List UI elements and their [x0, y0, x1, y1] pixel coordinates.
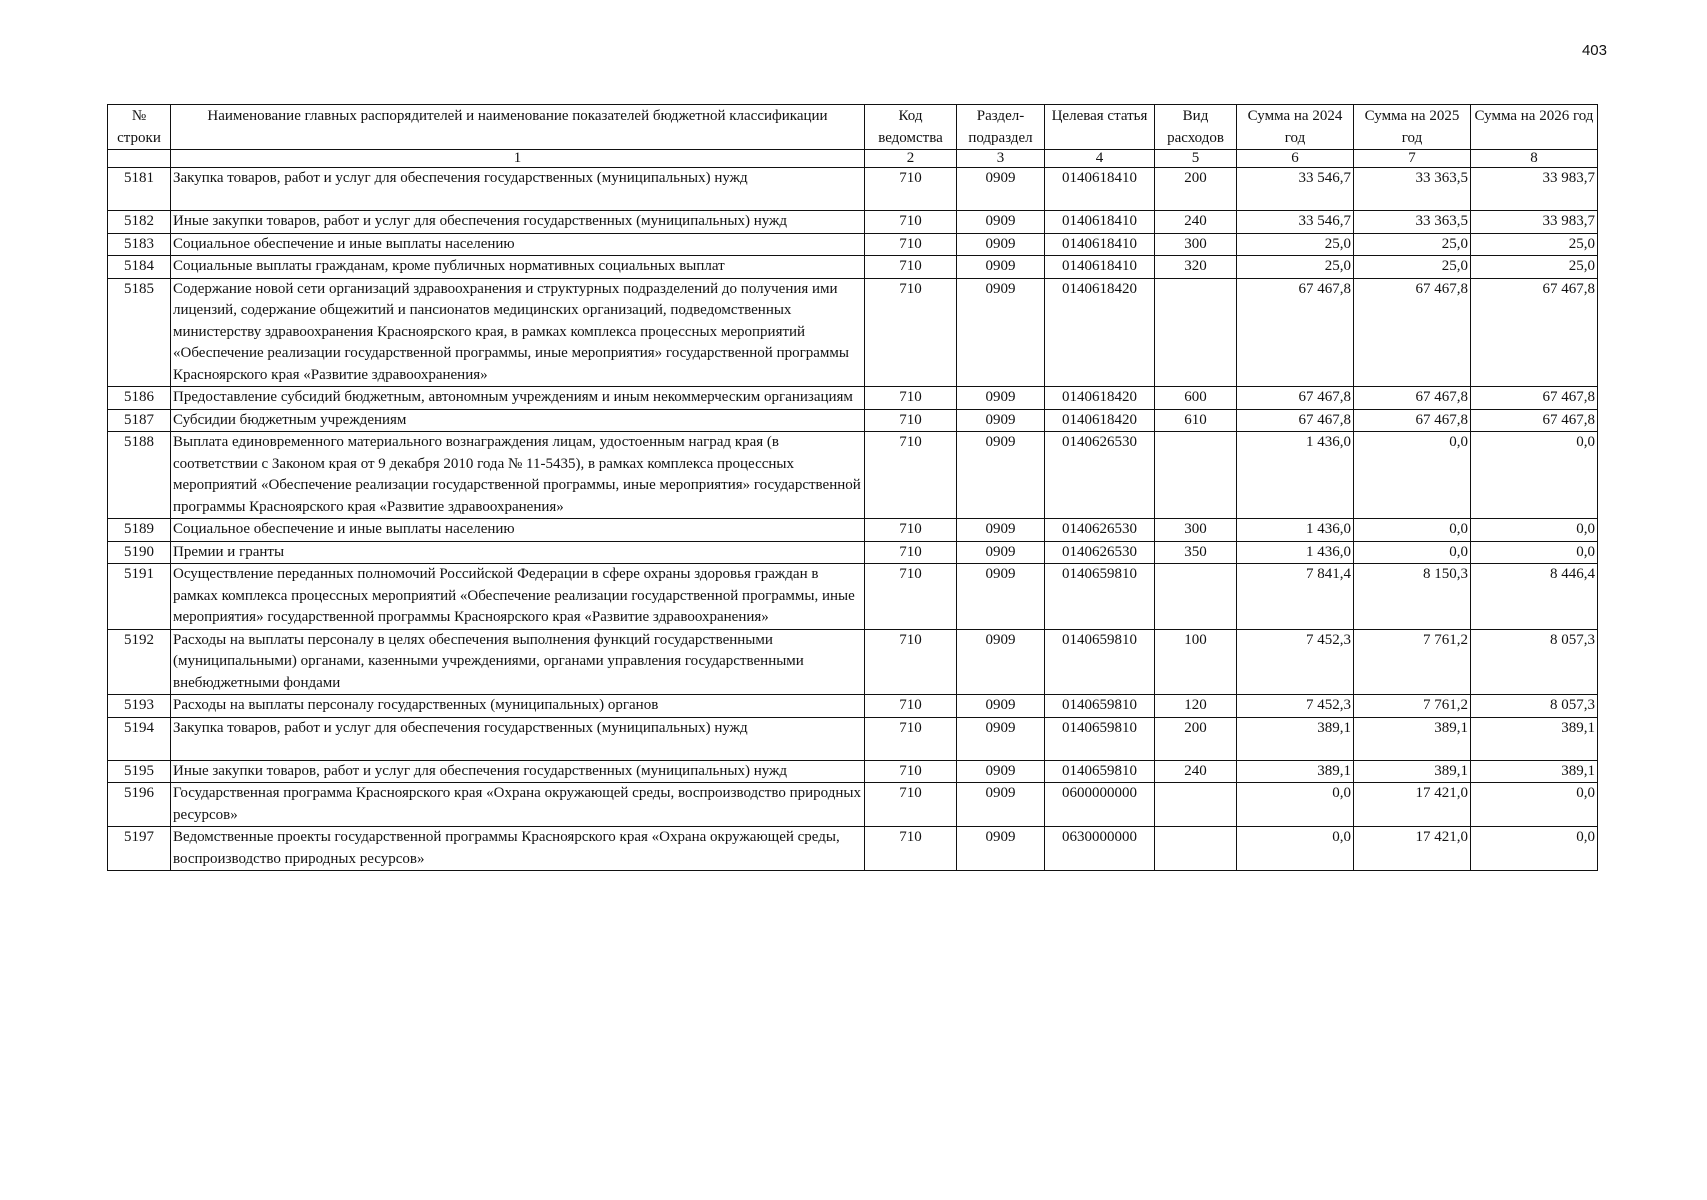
- cell-expense-type: 300: [1155, 233, 1237, 256]
- cell-expense-type: [1155, 783, 1237, 827]
- cell-sum-2025: 7 761,2: [1354, 629, 1471, 695]
- cell-sum-2026: 8 446,4: [1471, 564, 1598, 630]
- cell-razdel: 0909: [957, 387, 1045, 410]
- cell-sum-2024: 25,0: [1237, 256, 1354, 279]
- cell-ved-code: 710: [865, 783, 957, 827]
- cell-target-article: 0140659810: [1045, 564, 1155, 630]
- cell-sum-2025: 67 467,8: [1354, 409, 1471, 432]
- cell-sum-2024: 7 841,4: [1237, 564, 1354, 630]
- cell-sum-2025: 33 363,5: [1354, 168, 1471, 211]
- cell-razdel: 0909: [957, 695, 1045, 718]
- cell-name: Содержание новой сети организаций здравоохранения и структурных подразделений до получения ими лицензий, содержание общежитий и пансионатов медицинских организаций, подведомственных министерству здравоохранения Красноярского края, в рамках комплекса процессных мероприятий «Обеспечение реализации государственной программы, иные мероприятия» государственной программы Красноярского края «Развитие здравоохранения»: [171, 278, 865, 387]
- cell-ved-code: 710: [865, 519, 957, 542]
- cell-row-number: 5184: [108, 256, 171, 279]
- cell-sum-2025: 33 363,5: [1354, 211, 1471, 234]
- cell-name: Государственная программа Красноярского края «Охрана окружающей среды, воспроизводство природных ресурсов»: [171, 783, 865, 827]
- col-header-ved: Код ведомства: [865, 105, 957, 150]
- cell-razdel: 0909: [957, 409, 1045, 432]
- cell-name: Премии и гранты: [171, 541, 865, 564]
- cell-target-article: 0140659810: [1045, 717, 1155, 760]
- cell-sum-2026: 8 057,3: [1471, 695, 1598, 718]
- cell-razdel: 0909: [957, 827, 1045, 871]
- cell-sum-2026: 67 467,8: [1471, 387, 1598, 410]
- cell-target-article: 0140659810: [1045, 760, 1155, 783]
- column-index: 5: [1155, 150, 1237, 168]
- cell-name: Закупка товаров, работ и услуг для обеспечения государственных (муниципальных) нужд: [171, 168, 865, 211]
- col-header-vr: Вид расходов: [1155, 105, 1237, 150]
- cell-sum-2024: 25,0: [1237, 233, 1354, 256]
- cell-razdel: 0909: [957, 783, 1045, 827]
- table-row: [108, 717, 1598, 760]
- cell-ved-code: 710: [865, 409, 957, 432]
- cell-sum-2025: 0,0: [1354, 541, 1471, 564]
- cell-row-number: 5182: [108, 211, 171, 234]
- col-header-num: № строки: [108, 105, 171, 150]
- cell-sum-2026: 0,0: [1471, 432, 1598, 519]
- cell-sum-2024: 67 467,8: [1237, 387, 1354, 410]
- table-row: [108, 211, 1598, 234]
- column-index: 7: [1354, 150, 1471, 168]
- cell-sum-2025: 67 467,8: [1354, 278, 1471, 387]
- cell-row-number: 5195: [108, 760, 171, 783]
- cell-sum-2024: 1 436,0: [1237, 541, 1354, 564]
- table-row: [108, 233, 1598, 256]
- cell-sum-2024: 7 452,3: [1237, 695, 1354, 718]
- cell-ved-code: 710: [865, 432, 957, 519]
- cell-sum-2026: 25,0: [1471, 233, 1598, 256]
- cell-razdel: 0909: [957, 717, 1045, 760]
- table-row: [108, 409, 1598, 432]
- cell-ved-code: 710: [865, 760, 957, 783]
- cell-row-number: 5186: [108, 387, 171, 410]
- cell-sum-2026: 0,0: [1471, 541, 1598, 564]
- col-header-csr: Целевая статья: [1045, 105, 1155, 150]
- cell-name: Иные закупки товаров, работ и услуг для обеспечения государственных (муниципальных) нужд: [171, 211, 865, 234]
- page-number: 403: [1581, 42, 1607, 59]
- cell-row-number: 5189: [108, 519, 171, 542]
- cell-name: Субсидии бюджетным учреждениям: [171, 409, 865, 432]
- cell-row-number: 5192: [108, 629, 171, 695]
- cell-ved-code: 710: [865, 564, 957, 630]
- cell-target-article: 0140626530: [1045, 432, 1155, 519]
- cell-ved-code: 710: [865, 717, 957, 760]
- cell-name: Расходы на выплаты персоналу в целях обеспечения выполнения функций государственными (муниципальными) органами, казенными учреждениями, органами управления государственными внебюджетными фондами: [171, 629, 865, 695]
- cell-sum-2025: 25,0: [1354, 256, 1471, 279]
- cell-sum-2024: 33 546,7: [1237, 211, 1354, 234]
- cell-razdel: 0909: [957, 541, 1045, 564]
- cell-expense-type: 350: [1155, 541, 1237, 564]
- table-row: [108, 629, 1598, 695]
- cell-target-article: 0140626530: [1045, 541, 1155, 564]
- column-index: 2: [865, 150, 957, 168]
- cell-sum-2024: 1 436,0: [1237, 519, 1354, 542]
- cell-row-number: 5194: [108, 717, 171, 760]
- cell-name: Социальное обеспечение и иные выплаты населению: [171, 233, 865, 256]
- cell-ved-code: 710: [865, 629, 957, 695]
- cell-razdel: 0909: [957, 564, 1045, 630]
- cell-expense-type: 600: [1155, 387, 1237, 410]
- cell-sum-2026: 25,0: [1471, 256, 1598, 279]
- cell-expense-type: [1155, 827, 1237, 871]
- cell-target-article: 0140618410: [1045, 256, 1155, 279]
- cell-ved-code: 710: [865, 211, 957, 234]
- cell-name: Осуществление переданных полномочий Российской Федерации в сфере охраны здоровья граждан в рамках комплекса процессных мероприятий «Обеспечение реализации государственной программы, иные мероприятия» государственной программы Красноярского края «Развитие здравоохранения»: [171, 564, 865, 630]
- cell-row-number: 5181: [108, 168, 171, 211]
- table-row: [108, 827, 1598, 871]
- cell-sum-2026: 8 057,3: [1471, 629, 1598, 695]
- cell-sum-2025: 389,1: [1354, 717, 1471, 760]
- cell-name: Выплата единовременного материального вознаграждения лицам, удостоенным наград края (в соответствии с Законом края от 9 декабря 2010 года № 11-5435), в рамках комплекса процессных мероприятий «Обеспечение реализации государственной программы, иные мероприятия» государственной программы Красноярского края «Развитие здравоохранения»: [171, 432, 865, 519]
- header-row: [108, 105, 1598, 150]
- cell-razdel: 0909: [957, 629, 1045, 695]
- cell-sum-2024: 7 452,3: [1237, 629, 1354, 695]
- cell-expense-type: 200: [1155, 717, 1237, 760]
- cell-target-article: 0600000000: [1045, 783, 1155, 827]
- cell-expense-type: 610: [1155, 409, 1237, 432]
- cell-razdel: 0909: [957, 432, 1045, 519]
- cell-name: Социальное обеспечение и иные выплаты населению: [171, 519, 865, 542]
- table-row: [108, 387, 1598, 410]
- cell-row-number: 5191: [108, 564, 171, 630]
- column-index: 8: [1471, 150, 1598, 168]
- cell-target-article: 0140626530: [1045, 519, 1155, 542]
- cell-sum-2024: 67 467,8: [1237, 409, 1354, 432]
- cell-target-article: 0140618420: [1045, 387, 1155, 410]
- cell-razdel: 0909: [957, 519, 1045, 542]
- cell-row-number: 5188: [108, 432, 171, 519]
- cell-sum-2025: 8 150,3: [1354, 564, 1471, 630]
- cell-expense-type: 100: [1155, 629, 1237, 695]
- cell-sum-2026: 389,1: [1471, 760, 1598, 783]
- cell-name: Расходы на выплаты персоналу государственных (муниципальных) органов: [171, 695, 865, 718]
- cell-expense-type: 300: [1155, 519, 1237, 542]
- cell-sum-2025: 67 467,8: [1354, 387, 1471, 410]
- cell-sum-2026: 0,0: [1471, 519, 1598, 542]
- cell-ved-code: 710: [865, 541, 957, 564]
- col-header-2024: Сумма на 2024 год: [1237, 105, 1354, 150]
- table-row: [108, 760, 1598, 783]
- cell-row-number: 5193: [108, 695, 171, 718]
- cell-target-article: 0630000000: [1045, 827, 1155, 871]
- col-header-2025: Сумма на 2025 год: [1354, 105, 1471, 150]
- budget-table: [107, 104, 1598, 871]
- cell-sum-2024: 33 546,7: [1237, 168, 1354, 211]
- cell-target-article: 0140618410: [1045, 233, 1155, 256]
- cell-sum-2025: 0,0: [1354, 432, 1471, 519]
- col-header-name: Наименование главных распорядителей и наименование показателей бюджетной классификации: [171, 105, 865, 150]
- cell-ved-code: 710: [865, 827, 957, 871]
- table-row: [108, 695, 1598, 718]
- cell-sum-2026: 0,0: [1471, 783, 1598, 827]
- cell-sum-2026: 0,0: [1471, 827, 1598, 871]
- column-index: 3: [957, 150, 1045, 168]
- cell-ved-code: 710: [865, 695, 957, 718]
- cell-razdel: 0909: [957, 760, 1045, 783]
- cell-row-number: 5185: [108, 278, 171, 387]
- cell-target-article: 0140618420: [1045, 409, 1155, 432]
- table-row: [108, 256, 1598, 279]
- cell-sum-2024: 0,0: [1237, 783, 1354, 827]
- cell-ved-code: 710: [865, 256, 957, 279]
- cell-target-article: 0140659810: [1045, 695, 1155, 718]
- cell-target-article: 0140659810: [1045, 629, 1155, 695]
- cell-sum-2026: 389,1: [1471, 717, 1598, 760]
- cell-ved-code: 710: [865, 387, 957, 410]
- cell-expense-type: [1155, 564, 1237, 630]
- cell-target-article: 0140618410: [1045, 211, 1155, 234]
- cell-row-number: 5197: [108, 827, 171, 871]
- cell-expense-type: 320: [1155, 256, 1237, 279]
- cell-name: Ведомственные проекты государственной программы Красноярского края «Охрана окружающей среды, воспроизводство природных ресурсов»: [171, 827, 865, 871]
- cell-sum-2026: 33 983,7: [1471, 168, 1598, 211]
- cell-sum-2024: 389,1: [1237, 717, 1354, 760]
- cell-razdel: 0909: [957, 233, 1045, 256]
- col-header-razdel: Раздел- подраздел: [957, 105, 1045, 150]
- cell-row-number: 5183: [108, 233, 171, 256]
- column-index-row: [108, 150, 1598, 168]
- cell-ved-code: 710: [865, 278, 957, 387]
- table-row: [108, 278, 1598, 387]
- column-index: 1: [171, 150, 865, 168]
- table-row: [108, 783, 1598, 827]
- cell-expense-type: [1155, 278, 1237, 387]
- cell-sum-2024: 67 467,8: [1237, 278, 1354, 387]
- cell-row-number: 5187: [108, 409, 171, 432]
- column-index: 4: [1045, 150, 1155, 168]
- cell-name: Социальные выплаты гражданам, кроме публичных нормативных социальных выплат: [171, 256, 865, 279]
- table-row: [108, 564, 1598, 630]
- column-index: [108, 150, 171, 168]
- cell-sum-2025: 17 421,0: [1354, 783, 1471, 827]
- cell-expense-type: 240: [1155, 760, 1237, 783]
- cell-name: Закупка товаров, работ и услуг для обеспечения государственных (муниципальных) нужд: [171, 717, 865, 760]
- cell-sum-2025: 0,0: [1354, 519, 1471, 542]
- cell-target-article: 0140618420: [1045, 278, 1155, 387]
- col-header-2026: Сумма на 2026 год: [1471, 105, 1598, 150]
- cell-expense-type: 120: [1155, 695, 1237, 718]
- cell-expense-type: 240: [1155, 211, 1237, 234]
- cell-name: Предоставление субсидий бюджетным, автономным учреждениям и иным некоммерческим организациям: [171, 387, 865, 410]
- cell-sum-2025: 7 761,2: [1354, 695, 1471, 718]
- table-row: [108, 541, 1598, 564]
- table-body: [108, 168, 1598, 871]
- cell-sum-2024: 1 436,0: [1237, 432, 1354, 519]
- table-row: [108, 432, 1598, 519]
- table-row: [108, 519, 1598, 542]
- cell-razdel: 0909: [957, 211, 1045, 234]
- cell-razdel: 0909: [957, 168, 1045, 211]
- cell-target-article: 0140618410: [1045, 168, 1155, 211]
- cell-ved-code: 710: [865, 168, 957, 211]
- cell-expense-type: 200: [1155, 168, 1237, 211]
- table-row: [108, 168, 1598, 211]
- cell-sum-2025: 17 421,0: [1354, 827, 1471, 871]
- cell-row-number: 5190: [108, 541, 171, 564]
- cell-ved-code: 710: [865, 233, 957, 256]
- cell-name: Иные закупки товаров, работ и услуг для обеспечения государственных (муниципальных) нужд: [171, 760, 865, 783]
- cell-expense-type: [1155, 432, 1237, 519]
- cell-sum-2025: 389,1: [1354, 760, 1471, 783]
- cell-sum-2024: 389,1: [1237, 760, 1354, 783]
- cell-sum-2026: 33 983,7: [1471, 211, 1598, 234]
- cell-row-number: 5196: [108, 783, 171, 827]
- column-index: 6: [1237, 150, 1354, 168]
- cell-razdel: 0909: [957, 278, 1045, 387]
- cell-razdel: 0909: [957, 256, 1045, 279]
- cell-sum-2026: 67 467,8: [1471, 278, 1598, 387]
- cell-sum-2024: 0,0: [1237, 827, 1354, 871]
- cell-sum-2026: 67 467,8: [1471, 409, 1598, 432]
- cell-sum-2025: 25,0: [1354, 233, 1471, 256]
